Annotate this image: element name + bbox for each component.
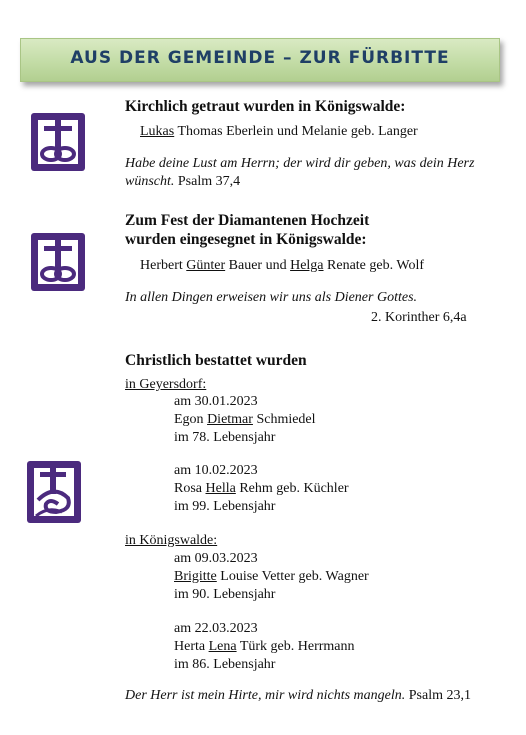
funeral-verse <box>125 688 471 704</box>
callname: Hella <box>205 481 236 496</box>
wedding-rings-cross-icon <box>30 232 86 292</box>
name-part: Rosa <box>174 481 206 496</box>
callname: Dietmar <box>207 412 253 427</box>
name-part: Egon <box>174 412 208 427</box>
callname: Günter <box>186 258 226 273</box>
couple-names: Thomas Eberlein und Melanie geb. Langer <box>174 124 418 139</box>
place-geyersdorf: in Geyersdorf: <box>125 377 207 392</box>
wedding-verse-line2 <box>125 174 240 190</box>
entry-date: am 30.01.2023 <box>174 394 258 409</box>
callname: Lukas <box>140 124 175 139</box>
diamond-heading-line1: Zum Fest der Diamantenen Hochzeit <box>125 212 370 229</box>
diamond-verse-reference: 2. Korinther 6,4a <box>371 310 467 325</box>
funeral-heading: Christlich bestattet wurden <box>125 352 307 369</box>
entry-date: am 09.03.2023 <box>174 551 258 566</box>
entry-age: im 90. Lebensjahr <box>174 587 276 602</box>
verse-text: wünscht. <box>125 174 175 189</box>
name-part: Schmiedel <box>252 412 316 427</box>
page-title: AUS DER GEMEINDE – ZUR FÜRBITTE <box>70 48 450 68</box>
verse-reference: Psalm 23,1 <box>405 688 471 703</box>
name-part: Bauer und <box>225 258 291 273</box>
name-part: Rehm geb. Küchler <box>235 481 349 496</box>
entry-date: am 10.02.2023 <box>174 463 258 478</box>
entry-name <box>174 412 316 428</box>
header-banner <box>20 38 500 82</box>
callname: Helga <box>290 258 324 273</box>
wedding-verse-line1: Habe deine Lust am Herrn; der wird dir geben, was dein Herz <box>125 156 475 171</box>
entry-age: im 86. Lebensjahr <box>174 657 276 672</box>
entry-name <box>174 481 349 497</box>
diamond-verse: In allen Dingen erweisen wir uns als Diener Gottes. <box>125 290 418 305</box>
cross-shepherd-icon <box>26 460 82 524</box>
name-part: Herta <box>174 639 209 654</box>
diamond-heading-line2: wurden eingesegnet in Königswalde: <box>125 231 367 248</box>
diamond-couple <box>140 258 424 274</box>
name-part: Türk geb. Herrmann <box>236 639 355 654</box>
entry-date: am 22.03.2023 <box>174 621 258 636</box>
entry-age: im 78. Lebensjahr <box>174 430 276 445</box>
verse-reference: Psalm 37,4 <box>174 174 241 189</box>
place-koenigswalde: in Königswalde: <box>125 533 218 548</box>
name-part: Louise Vetter geb. Wagner <box>216 569 369 584</box>
entry-name <box>174 639 355 655</box>
wedding-couple <box>140 124 418 140</box>
wedding-rings-cross-icon <box>30 112 86 172</box>
wedding-heading: Kirchlich getraut wurden in Königswalde: <box>125 98 406 115</box>
name-part: Renate geb. Wolf <box>323 258 425 273</box>
callname: Brigitte <box>174 569 217 584</box>
callname: Lena <box>208 639 237 654</box>
entry-age: im 99. Lebensjahr <box>174 499 276 514</box>
verse-text: Der Herr ist mein Hirte, mir wird nichts mangeln. <box>125 688 406 703</box>
entry-name <box>174 569 369 585</box>
name-part: Herbert <box>140 258 187 273</box>
